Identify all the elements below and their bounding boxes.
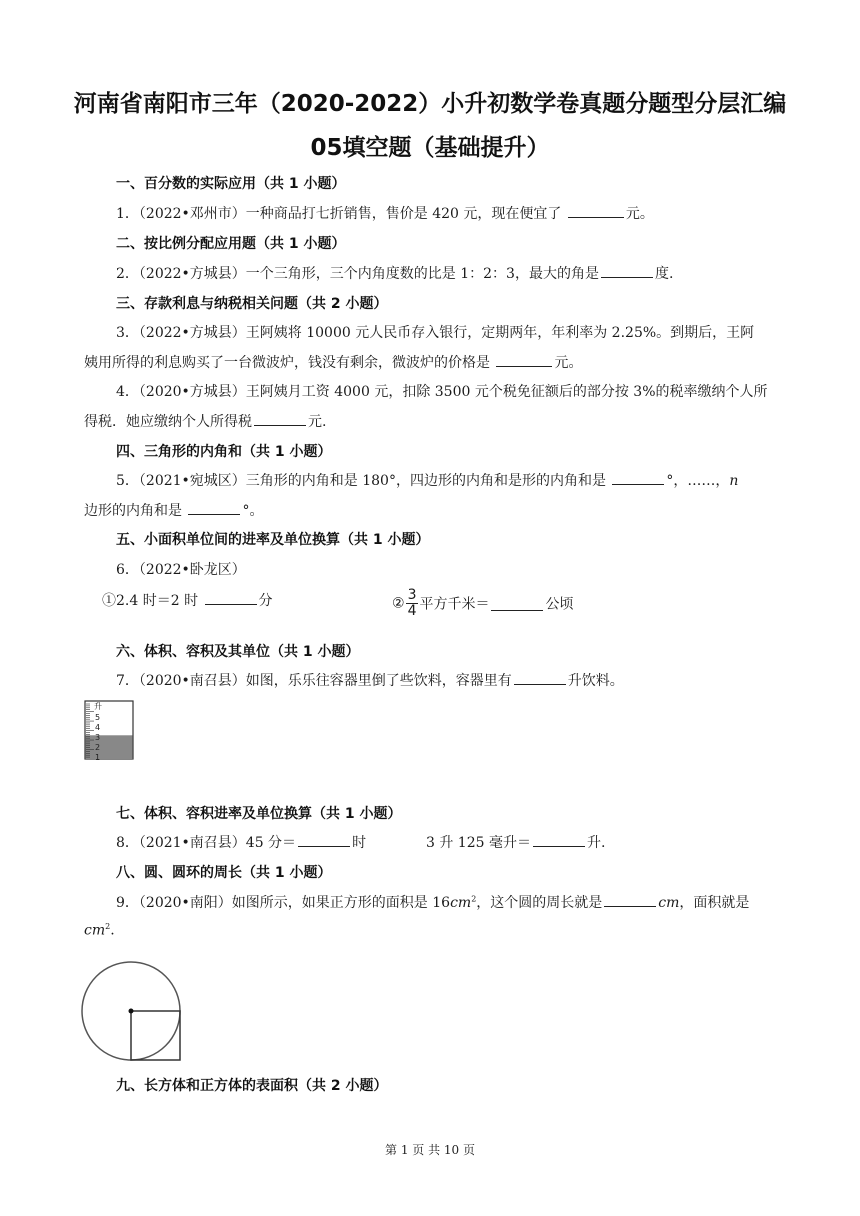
answer-blank[interactable] [298, 832, 350, 847]
question-6-part1: ①2.4 时＝2 时 分 [102, 590, 273, 610]
scale-label-2: 2 [95, 743, 101, 752]
section-heading: 七、体积、容积进率及单位换算（共 1 小题） [116, 806, 402, 822]
section-heading: 一、百分数的实际应用（共 1 小题） [116, 176, 346, 192]
question-2: 2．（2022•方城县）一个三角形，三个内角度数的比是 1：2：3，最大的角是 度. [116, 263, 673, 283]
scale-label-4: 4 [95, 723, 101, 732]
page-footer: 第 1 页 共 10 页 [385, 1143, 475, 1157]
section-heading: 八、圆、圆环的周长（共 1 小题） [116, 865, 332, 881]
question-4-line2: 得税．她应缴纳个人所得税 元. [84, 411, 326, 431]
answer-blank[interactable] [491, 596, 543, 611]
question-8-part2: 3 升 125 毫升＝ 升. [426, 832, 605, 852]
question-8-part1: 8．（2021•南召县）45 分＝ 时 [116, 832, 366, 852]
question-6-head: 6．（2022•卧龙区） [116, 562, 246, 578]
section-heading: 三、存款利息与纳税相关问题（共 2 小题） [116, 296, 388, 312]
answer-blank[interactable] [188, 500, 240, 515]
unit-label: 升 [94, 702, 102, 711]
container-figure [84, 700, 134, 760]
fraction: $\frac{3}{4}$ [407, 587, 417, 619]
question-7: 7．（2020•南召县）如图，乐乐往容器里倒了些饮料，容器里有 升饮料。 [116, 670, 624, 690]
question-3-line2: 姨用所得的利息购买了一台微波炉，钱没有剩余，微波炉的价格是 元。 [84, 352, 582, 372]
scale-label-1: 1 [95, 753, 101, 760]
section-heading: 五、小面积单位间的进率及单位换算（共 1 小题） [116, 532, 430, 548]
question-6-part2: ② $\frac{3}{4}$ 平方千米＝ 公顷 [392, 587, 574, 619]
answer-blank[interactable] [568, 203, 624, 218]
answer-blank[interactable] [254, 411, 306, 426]
section-heading: 二、按比例分配应用题（共 1 小题） [116, 236, 346, 252]
answer-blank[interactable] [514, 670, 566, 685]
section-heading: 九、长方体和正方体的表面积（共 2 小题） [116, 1078, 388, 1094]
question-3-line1: 3．（2022•方城县）王阿姨将 10000 元人民币存入银行，定期两年，年利率为 2.25%。到期后，王阿 [116, 325, 755, 341]
question-1: 1．（2022•邓州市）一种商品打七折销售，售价是 420 元，现在便宜了 元。 [116, 203, 654, 223]
answer-blank[interactable] [496, 352, 552, 367]
liquid-fill [86, 735, 133, 759]
center-point [129, 1009, 134, 1014]
question-5-line2: 边形的内角和是 °。 [84, 500, 263, 520]
question-9-line1: 9．（2020•南阳）如图所示，如果正方形的面积是 $16cm^2$，这个圆的周长就是 cm，面积就是 [116, 892, 749, 912]
section-heading: 六、体积、容积及其单位（共 1 小题） [116, 644, 360, 660]
answer-blank[interactable] [533, 832, 585, 847]
circle-square-figure [80, 960, 184, 1064]
scale-label-5: 5 [95, 713, 101, 722]
section-heading: 四、三角形的内角和（共 1 小题） [116, 444, 332, 460]
answer-blank[interactable] [604, 892, 656, 907]
scale-label-3: 3 [95, 733, 101, 742]
answer-blank[interactable] [612, 470, 664, 485]
document-title-line2: 05填空题（基础提升） [310, 135, 550, 161]
document-title-line1: 河南省南阳市三年（2020-2022）小升初数学卷真题分题型分层汇编 [73, 91, 787, 117]
question-4-line1: 4．（2020•方城县）王阿姨月工资 4000 元，扣除 3500 元个税免征额后的部分按 3%的税率缴纳个人所 [116, 384, 768, 400]
question-9-line2: $cm^2$. [84, 922, 115, 939]
question-5-line1: 5．（2021•宛城区）三角形的内角和是 180°，四边形的内角和是形的内角和是 °，……，n [116, 470, 738, 490]
answer-blank[interactable] [205, 590, 257, 605]
answer-blank[interactable] [601, 263, 653, 278]
